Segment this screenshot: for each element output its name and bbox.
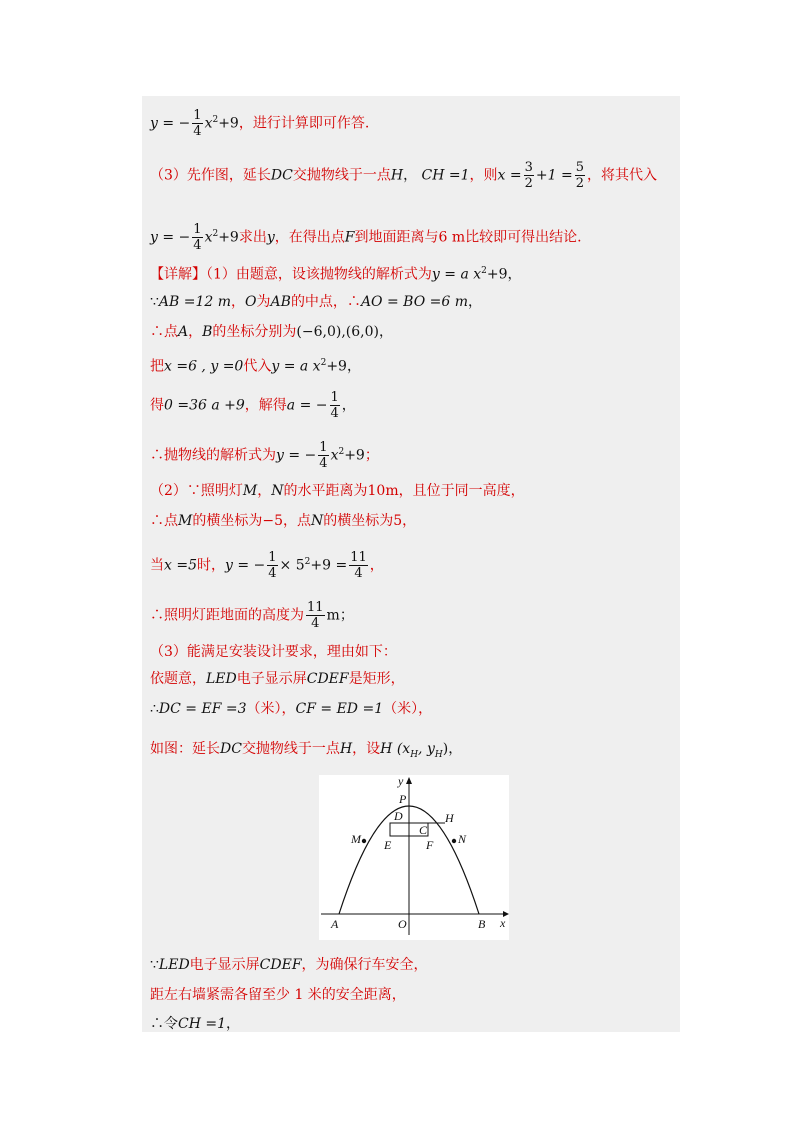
fraction: $\frac{1}{4}$ [268, 550, 277, 581]
line-20: ∴令CH =1， [150, 1016, 241, 1032]
line-18: ∵LED电子显示屏CDEF，为确保行车安全， [150, 957, 428, 973]
y-axis-arrow [406, 777, 412, 784]
label-c: C [419, 823, 428, 837]
fraction: $\frac{1}{4}$ [319, 440, 328, 471]
line-4: 【详解】（1）由题意，设该抛物线的解析式为y = a $x^2+9$， [150, 266, 522, 283]
line-3: y = − $\frac{1}{4}$ $x^2+9$求出y，在得出点F到地面距离与6 m比较即可得出结论. [150, 222, 582, 253]
line-8: 得0 =36 a +9，解得a = − $\frac{1}{4}$ ， [150, 390, 356, 421]
line-10: （2）∵照明灯M，N的水平距离为10m，且位于同一高度， [150, 483, 525, 499]
line-11: ∴点M的横坐标为−5，点N的横坐标为5， [150, 513, 417, 529]
parabola-figure [319, 775, 509, 940]
line-6: ∴点A，B的坐标分别为(−6,0),(6,0)， [150, 324, 393, 340]
line-7: 把x =6 , y =0代入y = a $x^2+9$， [150, 358, 361, 375]
point-m [362, 839, 366, 843]
line-1: y = − $\frac{1}{4}$ $x^2+9$，进行计算即可作答. [150, 108, 370, 139]
label-x: x [500, 916, 506, 930]
label-m: M [351, 832, 361, 846]
line-15: 依题意，LED电子显示屏CDEF是矩形， [150, 671, 405, 687]
label-a: A [331, 917, 339, 931]
label-o: O [398, 917, 407, 931]
fraction: $\frac{11}{4}$ [307, 600, 324, 631]
label-p: P [399, 792, 407, 806]
line-5: ∵AB =12 m，O为AB的中点，∴AO = BO =6 m， [150, 294, 482, 310]
label-y: y [398, 775, 404, 788]
line-19: 距左右墙紧需各留至少 1 米的安全距离， [150, 987, 406, 1003]
line-17: 如图：延长DC交抛物线于一点H，设H ($x_H$, $y_H$)， [150, 741, 463, 760]
point-n [452, 839, 456, 843]
label-h: H [445, 811, 454, 825]
equation: y = − [150, 115, 191, 132]
fraction: $\frac{11}{4}$ [350, 550, 367, 581]
line-14: （3）能满足安装设计要求，理由如下： [150, 644, 397, 660]
label-e: E [384, 838, 392, 852]
fraction: $\frac{1}{4}$ [330, 390, 339, 421]
line-9: ∴抛物线的解析式为y = − $\frac{1}{4}$ $x^2+9$； [150, 440, 379, 471]
text: ，进行计算即可作答. [238, 115, 370, 132]
fraction: $\frac{3}{2}$ [524, 160, 533, 191]
line-13: ∴照明灯距地面的高度为 $\frac{11}{4}$ m； [150, 600, 354, 631]
parabola-diagram [319, 775, 509, 940]
label-d: D [394, 809, 403, 823]
line-2: （3）先作图，延长DC交抛物线于一点H， CH =1，则x = $\frac{3}{2}$ +1 = $\frac{5}{2}$ ，将其代入 [150, 160, 658, 191]
label-f: F [426, 838, 434, 852]
line-16: ∴DC = EF =3（米），CF = ED =1（米）， [150, 701, 433, 717]
equation: x [204, 115, 213, 132]
label-n: N [458, 832, 467, 846]
fraction: $\frac{5}{2}$ [575, 160, 585, 191]
fraction: $\frac{1}{4}$ [193, 222, 202, 253]
fraction: $\frac{1}{4}$ [193, 108, 202, 139]
line-12: 当x =5时，y = − $\frac{1}{4}$ × $5^2+9$ = $\frac{11}{4}$ ， [150, 550, 384, 581]
label-b: B [478, 917, 486, 931]
